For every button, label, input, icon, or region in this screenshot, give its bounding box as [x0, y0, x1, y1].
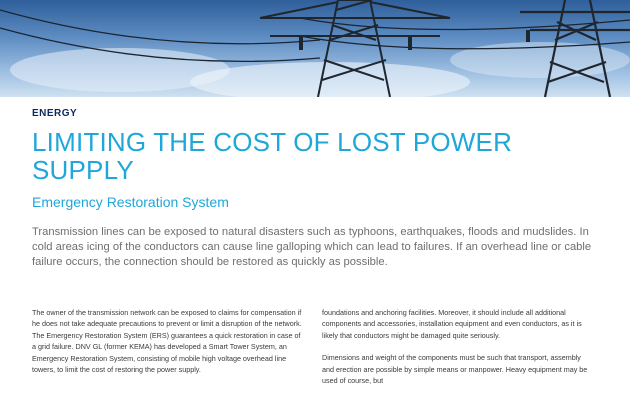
intro-paragraph: Transmission lines can be exposed to natural disasters such as typhoons, earthquakes, floods and mudslides. In cold areas icing of the conductors can cause line galloping which can lead to failures. If an overhead line or cable failure occurs, the connection should be restored as quickly as possible. — [32, 226, 592, 268]
body-paragraph: The owner of the transmission network can be exposed to claims for compensation if he does not take adequate precautions to prevent or limit a disruption of the network. The Emergency Restoration System (ERS) guarantees a quick restoration in case of a grid failure. DNV GL (former KEMA) has developed a Smart Tower System, an Emergency Restoration System, consisting of mobile high voltage overhead line towers, to limit the cost of restoring the power supply. — [32, 308, 302, 375]
header-photo-power-lines — [0, 0, 630, 97]
transmission-tower-illustration — [0, 0, 630, 97]
section-label: ENERGY — [32, 108, 78, 119]
document-title: LIMITING THE COST OF LOST POWER SUPPLY — [32, 127, 513, 185]
body-column-right — [322, 307, 594, 414]
body-paragraph: Dimensions and weight of the components must be such that transport, assembly and erection are possible by simple means or manpower. Heavy equipment may be used of course, but — [322, 353, 588, 386]
body-paragraph: foundations and anchoring facilities. Moreover, it should include all additional components and accessories, installation equipment and even conductors, as it is likely that conductors might be damaged quite seriously. — [322, 308, 582, 340]
document-subtitle: Emergency Restoration System — [32, 194, 229, 210]
body-column-left — [32, 307, 304, 414]
